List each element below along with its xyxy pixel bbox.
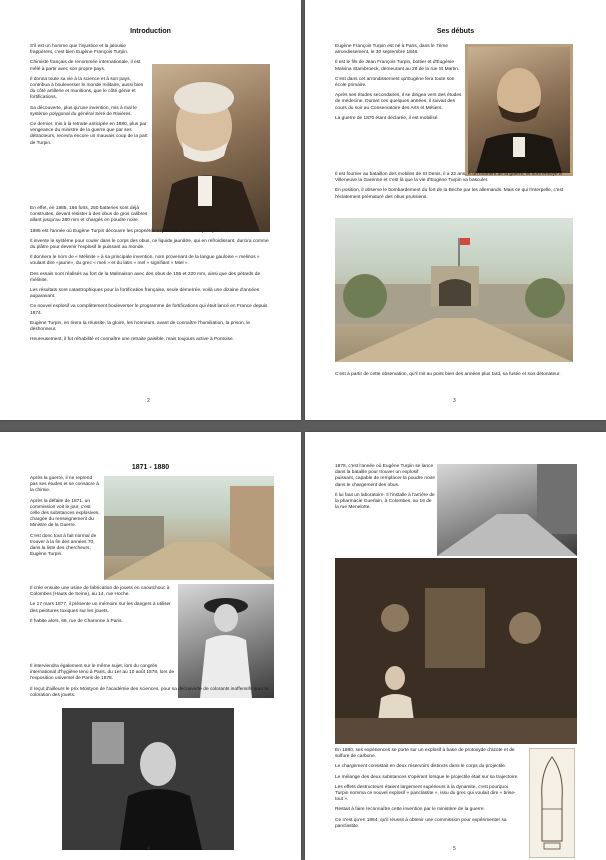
paragraph: 1878, c'est l'année où Eugène Turpin se lance dans la bataille pour trouver un explosif puissant, capable de remplacer la poudre noire dans le chargement des obus. (335, 464, 435, 488)
shell-diagram-image (529, 748, 575, 858)
paragraph: Chimiste français de renommée internationale, il est mêlé à partir avec son propre pays. (30, 60, 141, 72)
paragraph: Il est fourrier au bataillon des mobiles de St Denis, il a 22 ans. À un moment de la guerre, ils sont envoyé à Villeneuve la Garenne et c'est là que la vie d'Eugène Turpin va basculer. (335, 172, 562, 184)
portrait-photo (465, 44, 573, 176)
paragraph: En 1880, ses expériences se porte sur un explosif à base de protoxyde d'azote et de sulfure de carbone. (335, 748, 515, 760)
paragraph: Il habite alors, 66, rue de Charonne à Paris. (30, 618, 123, 624)
paragraph: Il crée ensuite une usine de fabrication de jouets en caoutchouc à Colombes (Hauts de Seine), au 14, rue Hoche. (30, 586, 170, 598)
paragraph: La guerre de 1870 étant déclarée, il est mobilisé. (335, 115, 439, 121)
paragraph: C'est à partir de cette observation, qu'il mit au point bien des années plus tard, sa fusée et son détonateur. (335, 372, 561, 377)
page-number: 4 (147, 846, 150, 852)
laboratory-photo (335, 558, 577, 744)
paragraph: Eugène Turpin, en tirera la réussite, la gloire, les honneurs, avant de connaître l'humiliation, la prison, le déshonneur. (30, 320, 251, 333)
paragraph: Après ses études secondaires, il se dirigea vers des études de médecine. Durant ces quelques années, il suivait des cours du soir au Conservatoire des Arts et Métiers. (335, 93, 462, 111)
portrait-illustration (62, 708, 234, 850)
paragraph: C'est dans cet arrondissement qu'Eugène fera toute son école primaire. (335, 76, 455, 89)
page-title: Introduction (130, 28, 171, 35)
paragraph: Sa découverte, plus qu'une invention, mis à mal le système polygonal du général Séré de Rivières. (30, 105, 137, 117)
paragraph: Il donna toute sa vie à la science et à son pays, contribua à bouleverser le monde militaire, aussi bien du côté artillerie et munitions, que le côté génie et fortifications. (30, 76, 144, 101)
street-postcard-image (104, 476, 274, 580)
portrait-illustration (468, 47, 570, 173)
paragraph: En position, il observe le bombardement du fort de la Briche par les allemands. Mais ce qui l'interpelle, c'est l'éclatement prématuré des obus prussiens. (335, 188, 564, 200)
shell-diagram-illustration (530, 749, 574, 857)
page-ses-debuts (305, 0, 606, 420)
paragraph: Les effets destructeurs étaient largement supérieurs à la dynamite, c'est pourquoi Turpin nomma ce nouvel explosif « panclastite », issu du grec qui voulait dire « brise-tout ». (335, 784, 516, 803)
fort-illustration (335, 218, 573, 362)
paragraph: Après la défaite de 1871, un commission voit le jour, c'est celle des substances explosives, chargée du renseignement du Ministre de la Guerre. (30, 498, 100, 529)
page-number: 2 (147, 398, 150, 404)
page-number: 5 (453, 846, 456, 852)
paragraph: Après la guerre, il ne reprend pas ses études et se consacre à la chimie. (30, 476, 99, 494)
paragraph: Ce nouvel explosif va complètement bouleverser le programme de fortifications qui était lancé en France depuis 1874. (30, 304, 268, 316)
paragraph: Il reçut d'ailleurs le prix Montyon de l'académie des sciences, pour sa découverte de colorants inoffensifs pour la coloration des jouets. (30, 686, 269, 698)
paragraph: C'est donc tout à fait normal de trouver à la fin des années 70, dans la liste des chercheurs, Eugène Turpin. (30, 533, 97, 558)
street-illustration (104, 476, 274, 580)
paragraph: Heureusement, il fut réhabilité et connaître une retraite paisible, mais toujours active à Pontoise. (30, 337, 234, 343)
paragraph: Ce n'est qu'en 1884, qu'il réussit à obtenir une commission pour expérimenter sa panclastite. (335, 817, 507, 829)
page-introduction (0, 0, 301, 420)
paragraph: Le mélange des deux substances s'opérant lorsque le projectile était sur sa trajectoire. (335, 774, 519, 780)
page-number: 3 (453, 398, 456, 404)
paragraph: Les résultats sont catastrophiques pour la fortification française, seule démerrée, voilà une dizaine d'années auparavant. (30, 288, 260, 300)
paragraph: Le chargement consistait en deux réservoirs distincts dans le corps du projectile. (335, 764, 507, 770)
paragraph: Des essais sont réalisés au fort de la Malmaison avec des obus de 155 et 220 mm, ainsi que des pétards de mélinite. (30, 271, 261, 283)
paragraph: Il est le fils de Jean François Turpin, bottier et d'Eugénie Malvina Stambroeck, demeurant au 28 de la rue St Martin. (335, 60, 460, 72)
street-photo (437, 464, 577, 556)
paragraph: Il donnera le nom de « Mélinite » à sa principale invention, nom provenant de la langue gauloise « melinos » voulant dire «jaune», du grec « meli » et du latin « mel » signifiant « Miel ». (30, 255, 260, 267)
turpin-portrait-photo (62, 708, 234, 850)
laboratory-illustration (335, 558, 577, 744)
paragraph: Restait à faire reconnaître cette invention par le ministère de la guerre. (335, 807, 485, 813)
paragraph: 1885 est l'année où Eugène Turpin découvre les propriétés explosives de l'acide picrique. (30, 228, 221, 234)
paragraph: Il invente le système pour couler dans le corps des obus, ce liquide jaunâtre, qui en refroidissant, durcira comme du plâtre pour devenir l'explosif le puissant au monde. (30, 238, 269, 251)
paragraph: Le 17 mars 1877, il présente un mémoire sur les dangers à utiliser des peintures toxiques sur les jouets. (30, 602, 171, 614)
fort-postcard-image (335, 218, 573, 362)
paragraph: S'il est un homme que l'injustice et la jalousie frappèrent, c'est bien Eugène François Turpin. (30, 44, 129, 56)
page-laboratory (305, 432, 606, 860)
paragraph: Il lui faut un laboratoire. Il l'installe à l'arrière de la pharmacie Guerlain, à Colombes, au 16 de la rue Menelotte. (335, 492, 435, 511)
page-1871-1880 (0, 432, 301, 860)
paragraph: Eugène François Turpin est né à Paris, dans le 7ème arrondissement, le 30 septembre 1848. (335, 44, 449, 56)
page-title: 1871 - 1880 (131, 464, 170, 471)
paragraph: Il interviendra également sur le même sujet, lors du congrès international d'hygiène tenu à Paris, du 1er au 10 août 1878, lors de l'exposition universel de Paris de 1878. (30, 664, 175, 682)
page-title: Ses débuts (436, 28, 475, 35)
street-illustration (437, 464, 577, 556)
paragraph: En effet, en 1885, 166 forts, 250 batteries sont déjà construites, devant résister à des obus de gros calibres allant jusqu'au 280 mm et chargés en poudre noire. (30, 206, 148, 224)
paragraph: Ce dernier, mis à la retraite anticipée en 1880, plus par vengeance du ministre de la guerre que par ses détracteurs, recevra encore un mauvais coup de la part de Turpin. (30, 122, 148, 146)
